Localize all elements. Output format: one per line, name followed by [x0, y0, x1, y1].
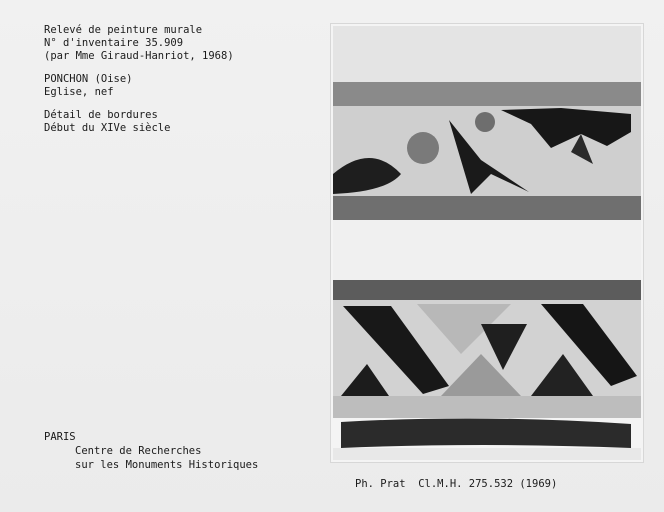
caption-author: (par Mme Giraud-Hanriot, 1968) — [44, 50, 234, 62]
institution-block — [44, 430, 258, 472]
caption-title: Relevé de peinture murale — [44, 24, 203, 36]
location-name: PONCHON (Oise) — [44, 73, 133, 85]
inventory-number: N° d'inventaire 35.909 — [44, 37, 184, 49]
institution-city: PARIS — [44, 431, 76, 443]
subject-description: Détail de bordures — [44, 109, 158, 121]
institution-name-line1: Centre de Recherches — [75, 445, 202, 457]
mural-photograph — [331, 24, 643, 462]
photo-credit: Ph. Prat Cl.M.H. 275.532 (1969) — [355, 478, 558, 490]
institution-name-line2: sur les Monuments Historiques — [75, 459, 259, 471]
location-detail: Eglise, nef — [44, 86, 114, 98]
mural-drawing — [331, 24, 643, 462]
caption-block — [44, 24, 234, 135]
subject-date: Début du XIVe siècle — [44, 122, 171, 134]
